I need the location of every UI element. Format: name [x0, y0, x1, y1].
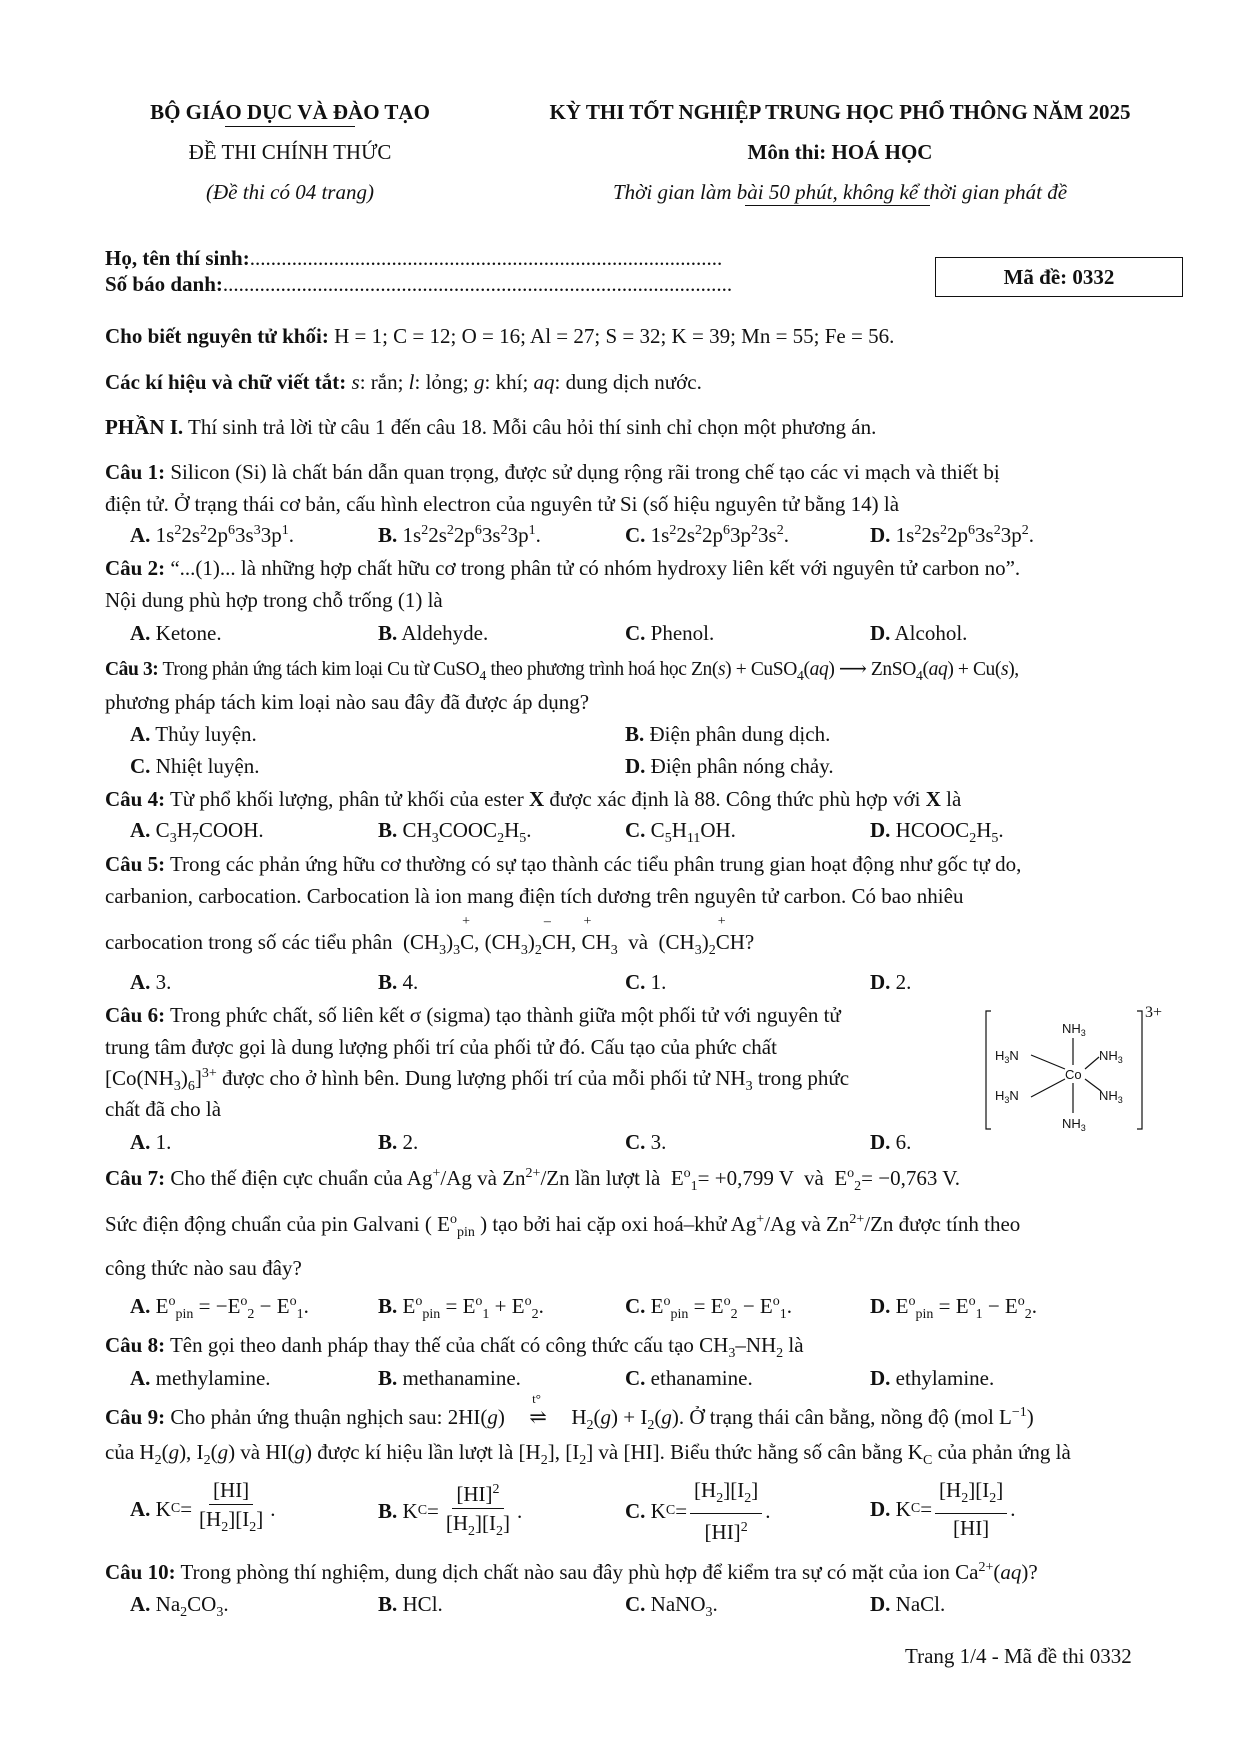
- candidate-id-row: [105, 272, 732, 297]
- official-label: ĐỀ THI CHÍNH THỨC: [188, 140, 392, 164]
- candidate-id-dots[interactable]: .................................................................................................: [222, 272, 733, 296]
- q9-option-b[interactable]: B. K C = $\frac{[HI]^2}{[H_2][I_2]}$ .: [378, 1478, 522, 1544]
- q2-line2: Nội dung phù hợp trong chỗ trống (1) là: [105, 588, 443, 612]
- svg-text:NH3: $NH_3$: [1062, 1021, 1086, 1038]
- q8-option-c[interactable]: C. ethanamine.: [625, 1366, 753, 1390]
- q10-line1: Câu 10: Trong phòng thí nghiệm, dung dịch chất nào sau đây phù hợp để kiểm tra sự có mặt của ion $Ca^{2+}(aq)$?: [105, 1560, 1038, 1584]
- q1-line2: điện tử. Ở trạng thái cơ bản, cấu hình electron của nguyên tử Si (số hiệu nguyên tử bằng 14) là: [105, 492, 900, 516]
- svg-text:Co: Co: [1065, 1067, 1082, 1082]
- q6-option-a[interactable]: A. 1.: [130, 1130, 172, 1154]
- candidate-name-dots[interactable]: ..........................................................................................: [249, 246, 723, 270]
- q1-option-c[interactable]: C. $1s^22s^22p^63p^23s^2$.: [625, 523, 789, 547]
- q8-option-b[interactable]: B. methanamine.: [378, 1366, 521, 1390]
- time-underline: [745, 205, 930, 206]
- q9-option-c[interactable]: C. K C = $\frac{[H_2][I_2]}{[HI]^2}$ .: [625, 1478, 771, 1545]
- q8-label: Câu 8:: [105, 1333, 166, 1357]
- ministry-title: BỘ GIÁO DỤC VÀ ĐÀO TẠO: [150, 100, 430, 124]
- q10-option-c[interactable]: C. NaNO$_3$.: [625, 1592, 718, 1621]
- exam-title: KỲ THI TỐT NGHIỆP TRUNG HỌC PHỔ THÔNG NĂM 2025: [549, 100, 1131, 124]
- q7-line1: Câu 7: Cho thế điện cực chuẩn của Ag+/Ag và $Zn^{2+}/Zn$ lần lượt là $E^o_1= +0,799$ V và $E^o_2= -0,763$ V.: [105, 1166, 960, 1195]
- q8-line1: Câu 8: Tên gọi theo danh pháp thay thế của chất có công thức cấu tạo $CH_3-NH_2$ là: [105, 1333, 804, 1362]
- candidate-name-label: Họ, tên thí sinh:: [105, 246, 250, 270]
- svg-text:NH3: $NH_3$: [1062, 1116, 1086, 1133]
- q6-line4: chất đã cho là: [105, 1097, 222, 1121]
- q7-option-c[interactable]: C. $E^o_{pin} = E^o_2 - E^o_1$.: [625, 1294, 792, 1323]
- svg-text:3+: 3+: [1145, 1005, 1163, 1021]
- q2-option-b[interactable]: B. Aldehyde.: [378, 621, 489, 645]
- q3-line1: Câu 3: Trong phản ứng tách kim loại Cu từ CuSO$_4$ theo phương trình hoá học Zn(s) + CuSO$_4$(aq) ⟶ ZnSO$_4$(aq) + Cu(s),: [105, 659, 1019, 684]
- q5-option-a[interactable]: A. 3.: [130, 970, 172, 994]
- q5-line1: Câu 5: Trong các phản ứng hữu cơ thường có sự tạo thành các tiểu phân trung gian hoạt động như gốc tự do,: [105, 852, 1022, 876]
- svg-text:H3N: $H_3N$: [995, 1088, 1019, 1105]
- q2-option-c[interactable]: C. Phenol.: [625, 621, 715, 645]
- q9-option-d[interactable]: D. K C = $\frac{[H_2][I_2]}{[HI]}$ .: [870, 1478, 1016, 1541]
- q3-option-c[interactable]: C. Nhiệt luyện.: [130, 754, 260, 778]
- q3-label: Câu 3:: [105, 659, 159, 680]
- q7-label: Câu 7:: [105, 1166, 166, 1190]
- q7-line3: công thức nào sau đây?: [105, 1256, 302, 1280]
- part-one-line: [105, 415, 876, 440]
- q10-option-b[interactable]: B. HCl.: [378, 1592, 443, 1616]
- svg-text:H3N: $H_3N$: [995, 1048, 1019, 1065]
- q6-line1: Câu 6: Trong phức chất, số liên kết σ (sigma) tạo thành giữa một phối tử với nguyên tử: [105, 1003, 841, 1027]
- atomic-mass-label: Cho biết nguyên tử khối:: [105, 324, 329, 348]
- q6-label: Câu 6:: [105, 1003, 166, 1027]
- atomic-mass-values: H = 1; C = 12; O = 16; Al = 27; S = 32; K = 39; Mn = 55; Fe = 56.: [328, 324, 895, 348]
- q5-line2: carbanion, carbocation. Carbocation là ion mang điện tích dương trên nguyên tử carbon. Có bao nhiêu: [105, 884, 964, 908]
- q4-option-a[interactable]: A. $C_3H_7COOH$.: [130, 818, 264, 847]
- q5-option-b[interactable]: B. 4.: [378, 970, 419, 994]
- subject: Môn thi: HOÁ HỌC: [747, 140, 933, 164]
- q2-option-a[interactable]: A. Ketone.: [130, 621, 222, 645]
- q7-option-a[interactable]: A. $E^o_{pin} = -E^o_2 - E^o_1$.: [130, 1294, 309, 1323]
- pages-note: (Đề thi có 04 trang): [206, 180, 374, 204]
- q6-option-d[interactable]: D. 6.: [870, 1130, 912, 1154]
- q5-line3: carbocation trong số các tiểu phân $(CH_3)_3+ C$, $(CH_3)_2-$ CH, + $CH_3$ và $(CH_3)_2+$ CH?: [105, 930, 754, 959]
- q6-line2: trung tâm được gọi là dung lượng phối trí của phối tử đó. Cấu tạo của phức chất: [105, 1035, 777, 1059]
- symbols-line: Các kí hiệu và chữ viết tắt: s: rắn; l: lỏng; g: khí; aq: dung dịch nước.: [105, 370, 702, 394]
- equilibrium-arrow-icon: t° ⇌: [529, 1391, 547, 1429]
- part-one-text: Thí sinh trả lời từ câu 1 đến câu 18. Mỗi câu hỏi thí sinh chỉ chọn một phương án.: [183, 415, 877, 439]
- q2-text1: “...(1)... là những hợp chất hữu cơ trong phân tử có nhóm hydroxy liên kết với nguyên tử carbon no”.: [165, 556, 1021, 580]
- q10-option-d[interactable]: D. NaCl.: [870, 1592, 946, 1616]
- q4-line1: Câu 4: Từ phổ khối lượng, phân tử khối của ester X được xác định là 88. Công thức phù hợp với X là: [105, 787, 962, 811]
- exam-code: Mã đề: 0332: [1003, 264, 1115, 289]
- q1-label: Câu 1:: [105, 460, 166, 484]
- q1-option-d[interactable]: D. $1s^22s^22p^63s^23p^2$.: [870, 523, 1034, 547]
- ministry-underline: [225, 126, 355, 127]
- q7-option-d[interactable]: D. $E^o_{pin} = E^o_1 - E^o_2$.: [870, 1294, 1037, 1323]
- q3-option-a[interactable]: A. Thủy luyện.: [130, 722, 257, 746]
- atomic-mass-line: [105, 324, 894, 349]
- time-note: Thời gian làm bài 50 phút, không kể thời gian phát đề: [612, 180, 1068, 204]
- q2-label: Câu 2:: [105, 556, 166, 580]
- q6-option-c[interactable]: C. 3.: [625, 1130, 667, 1154]
- q5-option-c[interactable]: C. 1.: [625, 970, 667, 994]
- q4-option-b[interactable]: B. $CH_3COOC_2H_5$.: [378, 818, 532, 847]
- part-one-label: PHẦN I.: [105, 415, 184, 439]
- q10-option-a[interactable]: A. $Na_2CO_3$.: [130, 1592, 229, 1621]
- q1-option-a[interactable]: A. $1s^22s^22p^63s^33p^1$.: [130, 523, 294, 547]
- candidate-name-row: [105, 246, 722, 271]
- q1-option-b[interactable]: B. $1s^22s^22p^63s^23p^1$.: [378, 523, 541, 547]
- q8-option-d[interactable]: D. ethylamine.: [870, 1366, 995, 1390]
- q1-text1: Silicon (Si) là chất bán dẫn quan trọng, được sử dụng rộng rãi trong chế tạo các vi mạch và thiết bị: [165, 460, 1000, 484]
- q3-line2: phương pháp tách kim loại nào sau đây đã được áp dụng?: [105, 690, 590, 714]
- q9-line1: Câu 9: Cho phản ứng thuận nghịch sau: 2HI(g) t° ⇌ $H_2(g) + I_2(g)$. Ở trạng thái cân bằng, nồng độ (mol $L^{-1}$): [105, 1391, 1034, 1434]
- q9-option-a[interactable]: A. K C = $\frac{[HI]}{[H_2][I_2]}$ .: [130, 1478, 276, 1536]
- q1-line1: [105, 460, 1000, 485]
- q10-label: Câu 10:: [105, 1560, 176, 1584]
- svg-text:NH3: $NH_3$: [1099, 1048, 1123, 1065]
- q3-option-b[interactable]: B. Điện phân dung dịch.: [625, 722, 831, 746]
- q2-line1: [105, 556, 1020, 581]
- q9-line2: của $H_2(g)$, $I_2(g)$ và HI(g) được kí hiệu lần lượt là $[H_2]$, $[I_2]$ và [HI]. Biểu thức hằng số cân bằng $K_C$ của phản ứng là: [105, 1440, 1071, 1469]
- q4-label: Câu 4:: [105, 787, 166, 811]
- exam-code-box: [935, 257, 1183, 297]
- q2-option-d[interactable]: D. Alcohol.: [870, 621, 968, 645]
- page-footer: Trang 1/4 - Mã đề thi 0332: [905, 1644, 1132, 1668]
- q3-option-d[interactable]: D. Điện phân nóng chảy.: [625, 754, 834, 778]
- q8-option-a[interactable]: A. methylamine.: [130, 1366, 271, 1390]
- symbols-label: Các kí hiệu và chữ viết tắt:: [105, 370, 347, 394]
- q5-option-d[interactable]: D. 2.: [870, 970, 912, 994]
- q6-line3: $[Co(NH_3)_6]^{3+}$ được cho ở hình bên. Dung lượng phối trí của mỗi phối tử $NH_3$ trong phức: [105, 1066, 850, 1095]
- q6-option-b[interactable]: B. 2.: [378, 1130, 419, 1154]
- q4-option-d[interactable]: D. $HCOOC_2H_5$.: [870, 818, 1004, 847]
- q4-option-c[interactable]: C. $C_5H_{11}OH$.: [625, 818, 736, 847]
- q7-line2: Sức điện động chuẩn của pin Galvani ( $E^o_{pin}$ ) tạo bởi hai cặp oxi hoá–khử Ag+/Ag và $Zn^{2+}/Zn$ được tính theo: [105, 1212, 1021, 1241]
- q9-label: Câu 9:: [105, 1405, 166, 1429]
- q7-option-b[interactable]: B. $E^o_{pin} = E^o_1 + E^o_2$.: [378, 1294, 544, 1323]
- svg-text:NH3: $NH_3$: [1099, 1088, 1123, 1105]
- cobalt-complex-figure: [985, 1005, 1165, 1135]
- candidate-id-label: Số báo danh:: [105, 272, 223, 296]
- q5-label: Câu 5:: [105, 852, 166, 876]
